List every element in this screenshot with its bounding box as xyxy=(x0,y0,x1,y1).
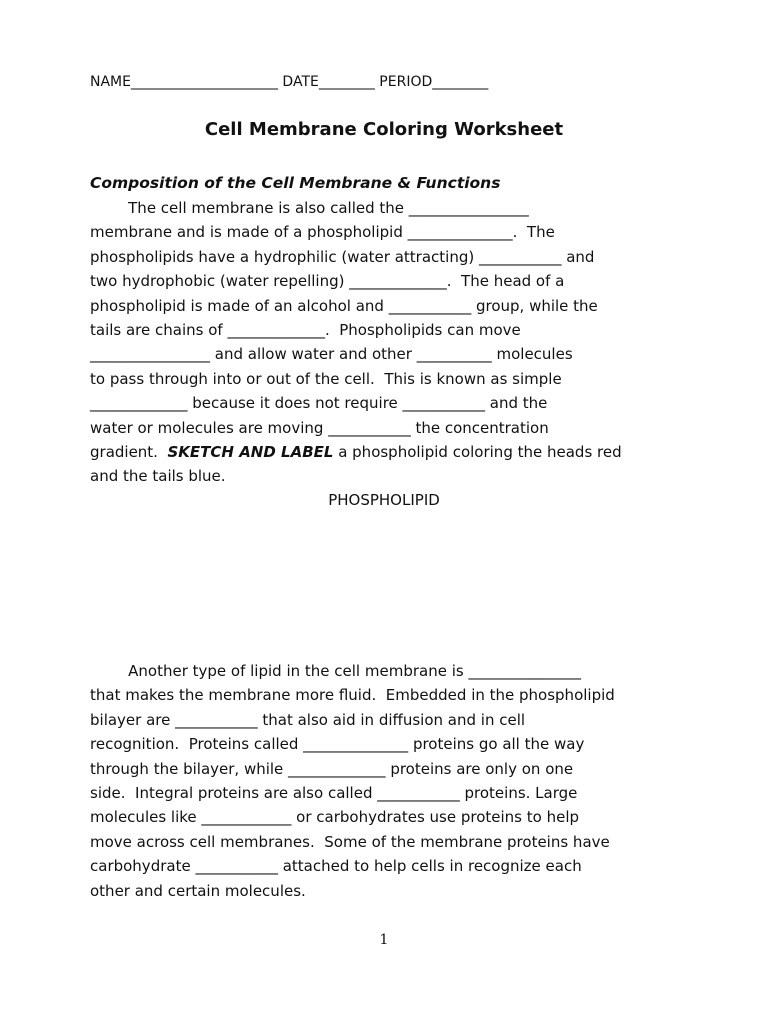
page-number: 1 xyxy=(379,932,389,948)
paragraph-line: membrane and is made of a phospholipid ______________. The xyxy=(90,223,555,242)
paragraph-line: and the tails blue. xyxy=(90,467,226,486)
paragraph-line: other and certain molecules. xyxy=(90,881,306,900)
section-heading: Composition of the Cell Membrane & Functions xyxy=(90,174,501,192)
paragraph-line: phospholipids have a hydrophilic (water attracting) ___________ and xyxy=(90,247,595,266)
worksheet-title: Cell Membrane Coloring Worksheet xyxy=(204,119,564,140)
instruction-line xyxy=(90,440,690,464)
paragraph-line: to pass through into or out of the cell. This is known as simple xyxy=(90,369,562,388)
paragraph-line: through the bilayer, while _____________ proteins are only on one xyxy=(90,759,574,778)
instruction-start: gradient. xyxy=(90,442,168,461)
paragraph-line: _____________ because it does not require ___________ and the xyxy=(90,394,548,413)
paragraph-line: Another type of lipid in the cell membrane is _______________ xyxy=(90,662,581,680)
paragraph-line: bilayer are ___________ that also aid in diffusion and in cell xyxy=(90,710,526,729)
paragraph-line: carbohydrate ___________ attached to help cells in recognize each xyxy=(90,857,582,876)
instruction-end: a phospholipid coloring the heads red xyxy=(333,442,622,461)
phospholipid-label: PHOSPHOLIPID xyxy=(328,491,440,509)
sketch-area[interactable] xyxy=(90,518,680,648)
paragraph-line: two hydrophobic (water repelling) _____________. The head of a xyxy=(90,272,565,291)
paragraph-line: side. Integral proteins are also called ___________ proteins. Large xyxy=(90,783,578,802)
paragraph-line: recognition. Proteins called ______________ proteins go all the way xyxy=(90,735,585,754)
paragraph-line: tails are chains of _____________. Phospholipids can move xyxy=(90,320,521,339)
lipids-proteins-paragraph xyxy=(90,659,690,903)
student-info-line: NAME_____________________ DATE________ PERIOD________ xyxy=(90,74,489,90)
paragraph-line: that makes the membrane more fluid. Embedded in the phospholipid xyxy=(90,686,615,705)
paragraph-line: ________________ and allow water and other __________ molecules xyxy=(90,345,573,364)
paragraph-line: The cell membrane is also called the ________________ xyxy=(90,199,529,217)
sketch-and-label-emphasis: SKETCH AND LABEL xyxy=(167,442,334,461)
paragraph-line: molecules like ____________ or carbohydrates use proteins to help xyxy=(90,808,580,827)
paragraph-line: move across cell membranes. Some of the membrane proteins have xyxy=(90,832,610,851)
paragraph-line: water or molecules are moving ___________ the concentration xyxy=(90,418,549,437)
paragraph-line: phospholipid is made of an alcohol and ___________ group, while the xyxy=(90,296,598,315)
composition-paragraph xyxy=(90,196,690,489)
